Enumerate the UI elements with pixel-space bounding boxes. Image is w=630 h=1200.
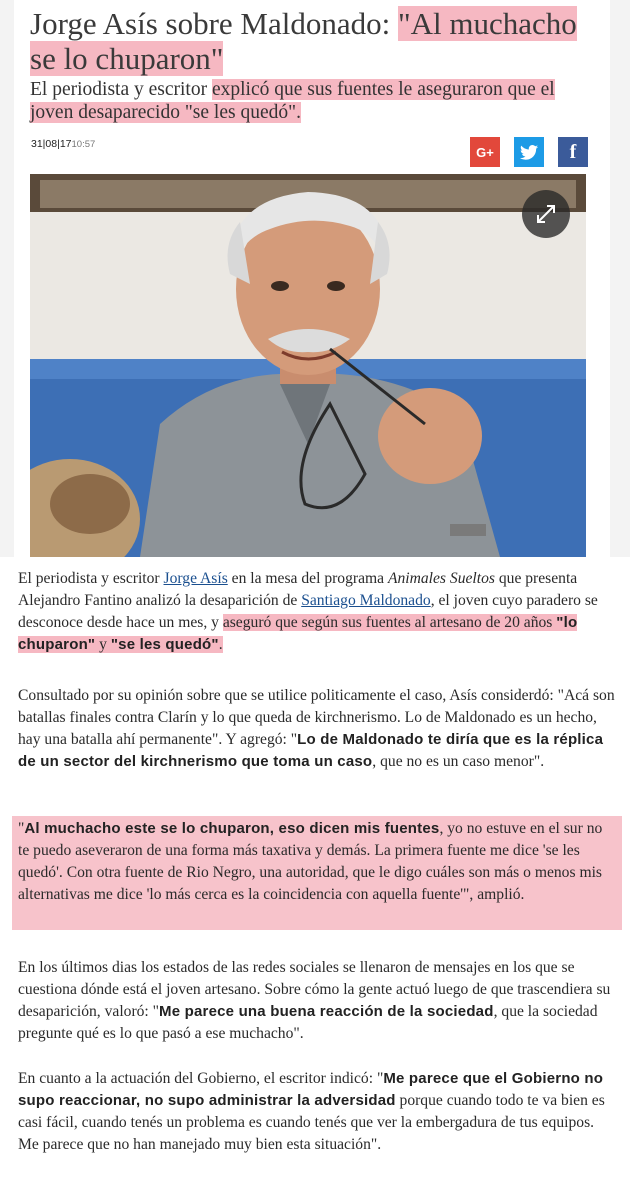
p4-text-2: , que la sociedad pregunte qué es lo que pasó a ese muchacho". bbox=[18, 1003, 598, 1042]
body-paragraph-5 bbox=[18, 1068, 616, 1156]
headline-part-plain: Jorge Asís sobre Maldonado: bbox=[30, 6, 398, 41]
google-plus-icon: G+ bbox=[476, 144, 494, 160]
headline-part-highlighted: "Al muchacho se lo chuparon" bbox=[30, 6, 577, 76]
twitter-bird-icon bbox=[520, 145, 538, 160]
p3-text-3: , amplió. bbox=[469, 886, 525, 903]
article-headline bbox=[30, 6, 600, 76]
p1-highlight-bold-1: "lo chuparon" bbox=[18, 614, 578, 653]
body-paragraph-4 bbox=[18, 957, 616, 1045]
p3-text-2: , yo no estuve en el sur no te puedo aseveraron de una forma más taxativa y demás. La primera fuente me dice 'se les quedó'. Con otra fuente de Rio Negro, una autoridad, que le digo cuáles son más o menos mis alternativas me dice 'lo más cerca es la coincidencia con aquella fuente'" bbox=[18, 820, 603, 903]
body-paragraph-3 bbox=[18, 818, 616, 906]
p1-highlight-bold-2: "se les quedó" bbox=[110, 636, 219, 653]
p1-highlight-text-3: . bbox=[218, 636, 223, 653]
share-twitter-button[interactable] bbox=[514, 137, 544, 167]
p1-highlight-text-2: y bbox=[95, 636, 111, 653]
right-margin-shade bbox=[610, 0, 630, 557]
p4-text-1: En los últimos dias los estados de las redes sociales se llenaron de mensajes en los que se cuestiona dónde está el joven artesano. Sobre cómo la gente actuó luego de que trascendiera su desaparición, valoró: " bbox=[18, 959, 611, 1020]
p1-highlight-text-1: aseguró que según sus fuentes al artesano de 20 años bbox=[222, 614, 557, 631]
left-margin-shade bbox=[0, 0, 14, 557]
p5-bold-quote: Me parece que el Gobierno no supo reaccionar, no supo administrar la adversidad bbox=[18, 1070, 604, 1109]
publish-time: 10:57 bbox=[71, 139, 96, 150]
share-facebook-button[interactable] bbox=[558, 137, 588, 167]
publish-datetime bbox=[31, 138, 95, 150]
photo-expand-button[interactable] bbox=[522, 190, 570, 238]
article-subheadline bbox=[30, 78, 600, 124]
p2-text-1: Consultado por su opinión sobre que se utilice politicamente el caso, Asís considerdó: "Acá son batallas finales contra Clarín y lo que queda de kirchnerismo. Lo de Maldonado es un hecho, hay una batalla ahí permanente". Y agregó: " bbox=[18, 687, 615, 748]
p5-text-2: porque cuando todo te va bien es casi fácil, cuando tenés un problema es cuando tenés que ver la embergadura de tus equipos. Me parece que no han manejado muy bien esta situación". bbox=[18, 1092, 605, 1153]
show-name: Animales Sueltos bbox=[387, 570, 495, 587]
p3-bold-quote: Al muchacho este se lo chuparon, eso dicen mis fuentes bbox=[24, 820, 440, 837]
p2-bold-quote: Lo de Maldonado te diría que es la réplica de un sector del kirchnerismo que toma un caso bbox=[18, 731, 604, 770]
share-google-plus-button[interactable] bbox=[470, 137, 500, 167]
p2-text-2: , que no es un caso menor". bbox=[372, 753, 545, 770]
body-paragraph-2 bbox=[18, 685, 616, 773]
portrait-illustration bbox=[30, 174, 586, 557]
publish-date: 31|08|17 bbox=[31, 138, 72, 150]
facebook-icon: f bbox=[569, 140, 577, 163]
article-photo bbox=[30, 174, 586, 557]
p4-bold-quote: Me parece una buena reacción de la sociedad bbox=[159, 1003, 494, 1020]
p5-text-1: En cuanto a la actuación del Gobierno, el escritor indicó: " bbox=[18, 1070, 384, 1087]
expand-arrows-icon bbox=[535, 203, 557, 225]
subhead-part-highlighted: explicó que sus fuentes le aseguraron que el joven desaparecido "se les quedó". bbox=[30, 79, 555, 123]
subhead-part-plain: El periodista y escritor bbox=[30, 79, 212, 100]
p1-text-4: , el joven cuyo paradero se desconoce desde hace un mes, y bbox=[18, 592, 598, 631]
link-santiago-maldonado[interactable]: Santiago Maldonado bbox=[301, 592, 431, 609]
link-jorge-asis[interactable]: Jorge Asís bbox=[163, 570, 228, 587]
p1-text-2: en la mesa del programa bbox=[227, 570, 388, 587]
body-paragraph-1 bbox=[18, 568, 616, 656]
p1-text-1: El periodista y escritor bbox=[18, 570, 164, 587]
p1-text-3: que presenta Alejandro Fantino analizó la desaparición de bbox=[18, 570, 578, 609]
p3-text-1: " bbox=[18, 820, 25, 837]
